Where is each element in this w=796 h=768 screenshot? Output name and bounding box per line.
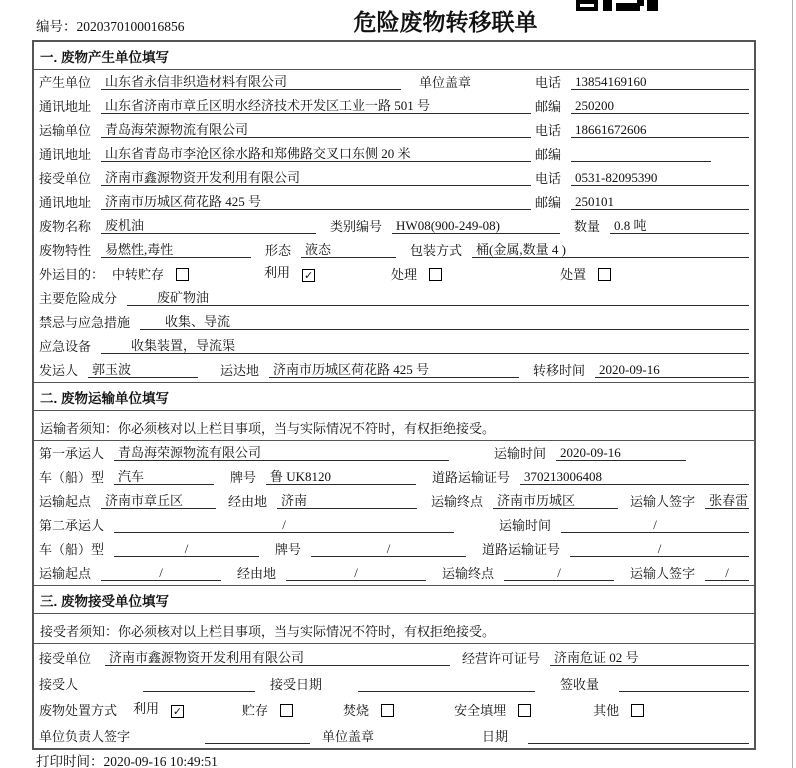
outbound-purpose-row — [34, 262, 754, 286]
receiver-address-field: 济南市历城区荷花路 425 号 — [101, 194, 531, 210]
receiver-phone-field: 0531-82095390 — [571, 170, 749, 186]
destination-label: 运达地 — [220, 363, 260, 378]
road-license-field: 370213006408 — [520, 469, 749, 485]
signoff-date-label: 日期 — [482, 729, 509, 744]
accepting-person-label: 接受人 — [39, 677, 79, 692]
option-disposal-other — [593, 703, 644, 718]
accepting-person-field — [143, 677, 255, 692]
first-carrier-row — [34, 441, 754, 465]
receiver-zip-field: 250101 — [571, 194, 749, 210]
producer-zip-field: 250200 — [571, 98, 749, 114]
page-title: 危险废物转移联单 — [353, 9, 538, 35]
taboo-measures-label: 禁忌与应急措施 — [39, 315, 131, 330]
quantity-field: 0.8 吨 — [610, 218, 749, 234]
vehicle-type2-label: 车（船）型 — [39, 542, 105, 557]
outbound-purpose-label: 外运目的： — [39, 267, 105, 282]
vehicle1-row — [34, 465, 754, 489]
unit-seal-label: 单位盖章 — [419, 75, 472, 90]
plate-number2-label: 牌号 — [275, 542, 302, 557]
option-dispose-label: 处置 — [560, 267, 587, 282]
transporter-address-field: 山东省青岛市李沧区徐水路和郑佛路交叉口东侧 20 米 — [101, 146, 531, 162]
first-carrier-label: 第一承运人 — [39, 446, 105, 461]
transporter-unit-row — [34, 118, 754, 142]
receiver-phone-label: 电话 — [534, 171, 561, 186]
route-start2-field: / — [101, 565, 221, 581]
form-state-label: 形态 — [265, 243, 292, 258]
transporter-address-label: 通讯地址 — [39, 147, 92, 162]
second-carrier-row — [34, 513, 754, 537]
route-end2-label: 运输终点 — [442, 566, 495, 581]
producer-address-field: 山东省济南市章丘区明水经济技术开发区工业一路 501 号 — [101, 98, 531, 114]
accepting-unit-label: 接受单位 — [39, 651, 92, 666]
received-amount-field — [619, 677, 749, 692]
transporter-unit-field: 青岛海荣源物流有限公司 — [101, 122, 531, 138]
hazard-component-field: 废矿物油 — [127, 290, 749, 306]
taboo-measures-field: 收集、导流 — [140, 314, 749, 330]
option-utilize-label: 利用 — [264, 265, 291, 280]
option-transfer-storage-label: 中转贮存 — [112, 267, 165, 282]
producer-address-row — [34, 94, 754, 118]
dispatch-row — [34, 358, 754, 382]
transporter-phone-label: 电话 — [534, 123, 561, 138]
page-edge-line — [792, 0, 793, 768]
accept-date-field — [358, 677, 535, 692]
transporter-zip-label: 邮编 — [534, 147, 561, 162]
option-disposal-incinerate-label: 焚烧 — [343, 703, 370, 718]
option-disposal-landfill — [454, 703, 531, 718]
route-end2-field: / — [504, 565, 614, 581]
category-code-field: HW08(900-249-08) — [392, 218, 560, 234]
option-disposal-utilize-label: 利用 — [133, 701, 160, 716]
route-end-field: 济南市历城区 — [493, 493, 618, 509]
route-end-label: 运输终点 — [431, 494, 484, 509]
emergency-equipment-row — [34, 334, 754, 358]
option-disposal-utilize — [133, 701, 184, 718]
second-carrier-label: 第二承运人 — [39, 518, 105, 533]
transport-time-field: 2020-09-16 — [556, 445, 686, 461]
plate-number-field: 鲁 UK8120 — [266, 469, 416, 485]
hazard-component-row — [34, 286, 754, 310]
transporter-phone-field: 18661672606 — [571, 122, 749, 138]
signoff-row — [34, 722, 754, 748]
plate-number2-field: / — [311, 541, 466, 557]
checkbox-treat[interactable] — [429, 268, 442, 281]
emergency-equipment-label: 应急设备 — [39, 339, 92, 354]
manifest-form — [32, 40, 756, 750]
checkmark: ✓ — [303, 269, 314, 282]
responsible-signature-label: 单位负责人签字 — [39, 729, 131, 744]
packing-field: 桶(金属,数量 4 ) — [472, 242, 749, 258]
option-treat-label: 处理 — [391, 267, 418, 282]
print-time-label: 打印时间： — [36, 754, 104, 768]
route-start-label: 运输起点 — [39, 494, 92, 509]
waste-name-label: 废物名称 — [39, 219, 92, 234]
checkbox-disposal-landfill[interactable] — [518, 704, 531, 717]
producer-unit-row — [34, 70, 754, 94]
business-license-field: 济南危证 02 号 — [550, 650, 749, 666]
transport-time2-label: 运输时间 — [499, 518, 552, 533]
producer-phone-field: 13854169160 — [571, 74, 749, 90]
second-carrier-field: / — [114, 517, 454, 533]
checkbox-disposal-incinerate[interactable] — [381, 704, 394, 717]
receiver-address-row — [34, 190, 754, 214]
option-utilize — [264, 265, 315, 282]
emergency-equipment-field: 收集装置，导流渠 — [101, 338, 749, 354]
checkbox-transfer-storage[interactable] — [176, 268, 189, 281]
taboo-measures-row — [34, 310, 754, 334]
print-time — [36, 750, 218, 768]
route-via-field: 济南 — [277, 493, 417, 509]
producer-unit-field: 山东省永信非织造材料有限公司 — [101, 74, 401, 90]
transport-time2-field: / — [561, 517, 749, 533]
vehicle-type-label: 车（船）型 — [39, 470, 105, 485]
route-start2-label: 运输起点 — [39, 566, 92, 581]
transfer-time-label: 转移时间 — [533, 363, 586, 378]
destination-field: 济南市历城区荷花路 425 号 — [269, 362, 519, 378]
quantity-label: 数量 — [574, 219, 601, 234]
carrier-signature-field: 张春雷 — [705, 493, 749, 509]
disposal-method-label: 废物处置方式 — [39, 703, 118, 718]
waste-traits-label: 废物特性 — [39, 243, 92, 258]
road-license-label: 道路运输证号 — [432, 470, 511, 485]
disposal-method-row — [34, 696, 754, 722]
route-via2-label: 经由地 — [237, 566, 277, 581]
dispatcher-label: 发运人 — [39, 363, 79, 378]
waste-traits-row — [34, 238, 754, 262]
category-code-label: 类别编号 — [330, 219, 383, 234]
transport-time-label: 运输时间 — [494, 446, 547, 461]
route2-row — [34, 561, 754, 585]
transporter-address-row — [34, 142, 754, 166]
first-carrier-field: 青岛海荣源物流有限公司 — [114, 445, 449, 461]
received-amount-label: 签收量 — [560, 677, 600, 692]
print-time-value: 2020-09-16 10:49:51 — [103, 754, 218, 768]
option-disposal-other-label: 其他 — [593, 703, 620, 718]
road-license2-field: / — [570, 541, 749, 557]
receiver-unit-label: 接受单位 — [39, 171, 92, 186]
transfer-time-field: 2020-09-16 — [595, 362, 749, 378]
carrier-signature-label: 运输人签字 — [630, 494, 696, 509]
checkbox-disposal-store[interactable] — [280, 704, 293, 717]
option-treat — [391, 267, 442, 282]
receiver-unit-row — [34, 166, 754, 190]
checkmark: ✓ — [172, 705, 183, 718]
producer-phone-label: 电话 — [534, 75, 561, 90]
route-start-field: 济南市章丘区 — [101, 493, 216, 509]
section2-header: 二. 废物运输单位填写 — [34, 382, 754, 411]
producer-unit-label: 产生单位 — [39, 75, 92, 90]
vehicle-type-field: 汽车 — [114, 469, 214, 485]
producer-address-label: 通讯地址 — [39, 99, 92, 114]
receiver-address-label: 通讯地址 — [39, 195, 92, 210]
route1-row — [34, 489, 754, 513]
section3-header: 三. 废物接受单位填写 — [34, 585, 754, 614]
checkbox-disposal-other[interactable] — [631, 704, 644, 717]
serial-label: 编号： — [36, 19, 77, 34]
producer-zip-label: 邮编 — [534, 99, 561, 114]
acceptance-row — [34, 670, 754, 696]
waste-name-field: 废机油 — [101, 218, 316, 234]
accept-date-label: 接受日期 — [270, 677, 323, 692]
waste-traits-field: 易燃性,毒性 — [101, 242, 251, 258]
hazard-component-label: 主要危险成分 — [39, 291, 118, 306]
transporter-unit-label: 运输单位 — [39, 123, 92, 138]
accepting-unit-field: 济南市鑫源物资开发利用有限公司 — [105, 650, 450, 666]
plate-number-label: 牌号 — [230, 470, 257, 485]
business-license-label: 经营许可证号 — [462, 651, 541, 666]
receiver-unit-field: 济南市鑫源物资开发利用有限公司 — [101, 170, 531, 186]
route-via-label: 经由地 — [228, 494, 268, 509]
accepting-unit-row — [34, 644, 754, 670]
option-disposal-incinerate — [343, 703, 394, 718]
option-disposal-store-label: 贮存 — [242, 703, 269, 718]
dispatcher-field: 郭玉波 — [88, 362, 198, 378]
packing-label: 包装方式 — [410, 243, 463, 258]
vehicle2-row — [34, 537, 754, 561]
waste-name-row — [34, 214, 754, 238]
transporter-notice: 运输者须知：你必须核对以上栏目事项，当与实际情况不符时，有权拒绝接受。 — [34, 411, 754, 441]
carrier-signature2-label: 运输人签字 — [630, 566, 696, 581]
route-via2-field: / — [286, 565, 426, 581]
checkbox-utilize[interactable] — [302, 269, 315, 282]
option-disposal-store — [242, 703, 293, 718]
checkbox-dispose[interactable] — [598, 268, 611, 281]
road-license2-label: 道路运输证号 — [482, 542, 561, 557]
unit-seal2-label: 单位盖章 — [322, 729, 375, 744]
signoff-date-field — [528, 729, 749, 744]
carrier-signature2-field: / — [705, 565, 749, 581]
checkbox-disposal-utilize[interactable] — [171, 705, 184, 718]
responsible-signature-field — [205, 729, 310, 744]
vehicle-type2-field: / — [114, 541, 259, 557]
receiver-zip-label: 邮编 — [534, 195, 561, 210]
qr-code-fragment — [576, 0, 658, 11]
form-state-field: 液态 — [301, 242, 396, 258]
receiver-notice: 接受者须知：你必须核对以上栏目事项，当与实际情况不符时，有权拒绝接受。 — [34, 614, 754, 644]
section1-header: 一. 废物产生单位填写 — [34, 42, 754, 70]
serial-value: 2020370100016856 — [76, 19, 185, 34]
option-dispose — [560, 267, 611, 282]
option-disposal-landfill-label: 安全填埋 — [454, 703, 507, 718]
option-transfer-storage — [112, 267, 189, 282]
transporter-zip-field — [571, 147, 711, 162]
